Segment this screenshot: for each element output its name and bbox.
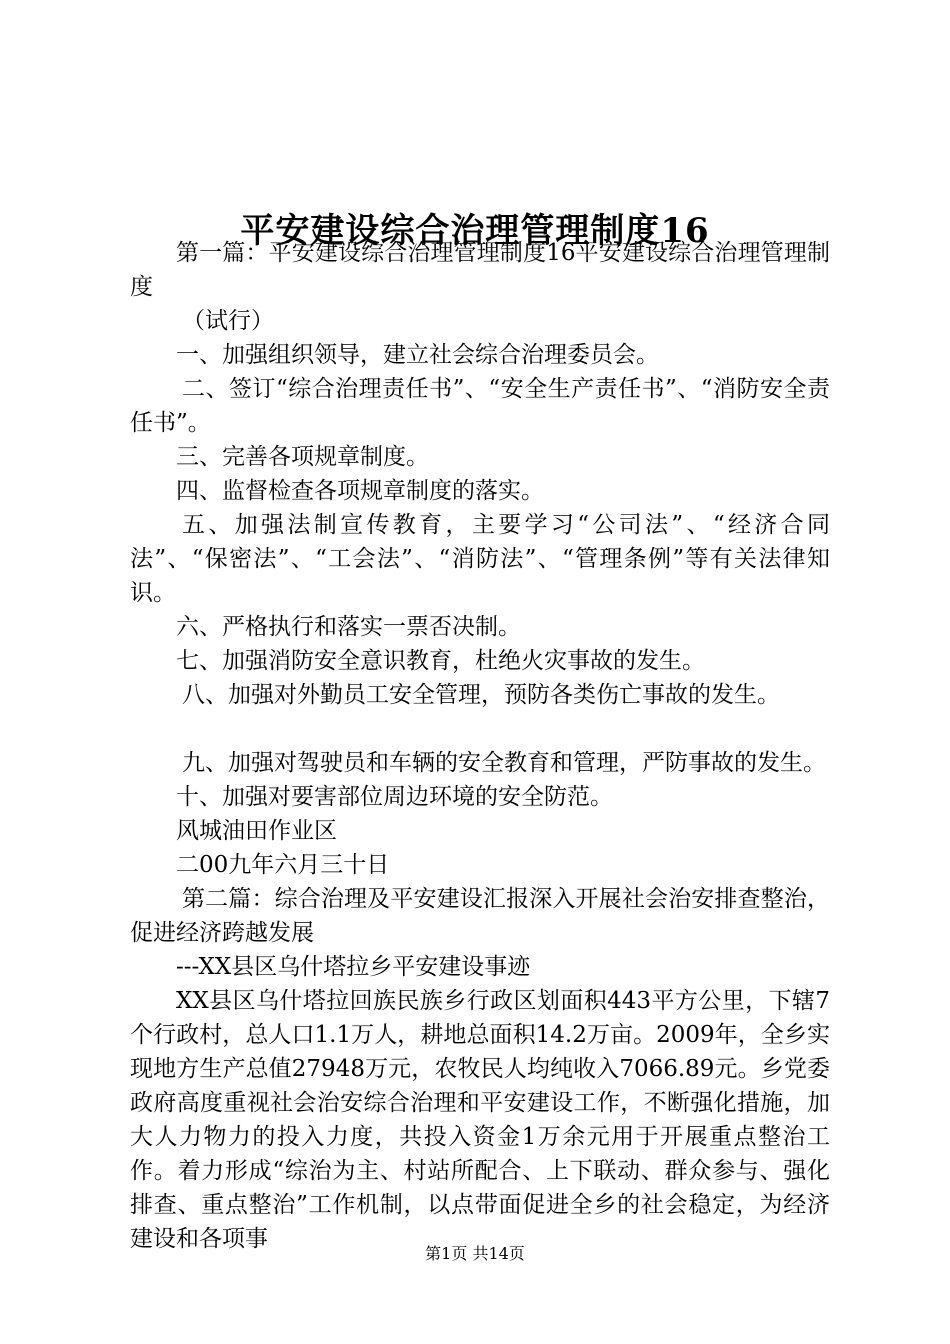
- document-body: [130, 236, 830, 1256]
- paragraph-item-8: 八、加强对外勤员工安全管理，预防各类伤亡事故的发生。: [182, 682, 780, 708]
- paragraph-part2-heading: 第二篇：综合治理及平安建设汇报深入开展社会治安排查整治，促进经济跨越发展: [130, 886, 830, 946]
- paragraph-signature-org: 风城油田作业区: [176, 818, 337, 844]
- paragraph-part1-heading: 第一篇：平安建设综合治理管理制度16平安建设综合治理管理制度: [130, 240, 830, 300]
- paragraph-part2-body: XX县区乌什塔拉回族民族乡行政区划面积443平方公里，下辖7个行政村，总人口1.1万人，耕地总面积14.2万亩。2009年，全乡实现地方生产总值27948万元，农牧民人均纯收入7066.89元。乡党委政府高度重视社会治安综合治理和平安建设工作，不断强化措施，加大人力物力的投入力度，共投入资金1万余元用于开展重点整治工作。着力形成“综治为主、村站所配合、上下联动、群众参与、强化排查、重点整治”工作机制，以点带面促进全乡的社会稳定，为经济建设和各项事: [130, 988, 830, 1252]
- paragraph-item-1: 一、加强组织领导，建立社会综合治理委员会。: [176, 342, 659, 368]
- paragraph-item-9: 九、加强对驾驶员和车辆的安全教育和管理，严防事故的发生。: [182, 750, 826, 776]
- paragraph-item-2: 二、签订“综合治理责任书”、“安全生产责任书”、“消防安全责任书”。: [130, 376, 830, 436]
- page-footer: 第1页 共14页: [425, 1244, 525, 1263]
- paragraph-item-5: 五、加强法制宣传教育，主要学习“公司法”、“经济合同法”、“保密法”、“工会法”、“消防法”、“管理条例”等有关法律知识。: [130, 512, 830, 606]
- paragraph-item-7: 七、加强消防安全意识教育，杜绝火灾事故的发生。: [176, 648, 705, 674]
- paragraph-item-6: 六、严格执行和落实一票否决制。: [176, 614, 521, 640]
- paragraph-signature-date: 二00九年六月三十日: [176, 852, 390, 878]
- paragraph-item-4: 四、监督检查各项规章制度的落实。: [176, 478, 544, 504]
- paragraph-item-3: 三、完善各项规章制度。: [176, 444, 429, 470]
- paragraph-item-10: 十、加强对要害部位周边环境的安全防范。: [176, 784, 613, 810]
- document-title: 平安建设综合治理管理制度16: [240, 210, 710, 251]
- paragraph-trial: （试行）: [182, 308, 274, 334]
- paragraph-part2-subtitle: ---XX县区乌什塔拉乡平安建设事迹: [176, 954, 531, 980]
